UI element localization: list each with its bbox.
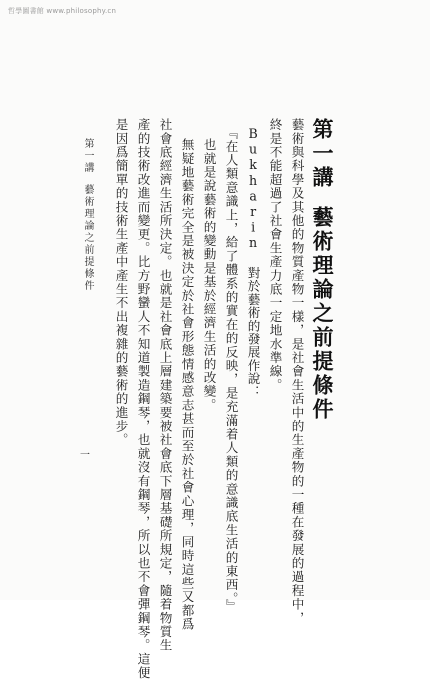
running-head bbox=[82, 138, 92, 292]
body-line-5: 也就是說藝術的變動是基於經濟生活的改變。 bbox=[201, 138, 217, 412]
body-line-7: 社會底經濟生活所決定。也就是社會底上層建築要被社會底下層基礎所規定，隨着物質生 bbox=[157, 118, 173, 653]
chapter-heading bbox=[312, 118, 333, 422]
body-line-9: 是因爲簡單的技術生產中產生不出複雜的藝術的進步。 bbox=[113, 118, 129, 447]
body-line-8: 產的技術改進而變更。比方野蠻人不知道製造鋼琴，也就沒有鋼琴，所以也不會彈鋼琴。這便 bbox=[135, 118, 151, 680]
body-line-6: 無疑地藝術完全是被決定於社會形態情感意志甚而至於社會心理，同時這些又都爲 bbox=[179, 138, 195, 632]
watermark-text: 哲學圖書館 www.philosophy.cn bbox=[8, 7, 117, 15]
page-number: 一 bbox=[80, 450, 90, 461]
body-line-3: Bukharin 對於藝術的發展作說： bbox=[245, 126, 261, 399]
chapter-number: 第一講 bbox=[310, 118, 335, 190]
body-line-1: 藝術與科學及其他的物質產物一樣，是社會生活中的生產物的一種在發展的過程中， bbox=[289, 118, 305, 625]
body-line-4: 『在人類意識上，給了體系的實在的反映，是充滿着人類的意識底生活的東西。』 bbox=[223, 126, 239, 613]
running-head-title: 藝術理論之前提條件 bbox=[82, 184, 93, 292]
running-head-chapter: 第一講 bbox=[82, 138, 93, 174]
body-line-2: 終是不能超過了社會生產力底一定地水準線。 bbox=[267, 118, 283, 392]
chapter-title: 藝術理論之前提條件 bbox=[310, 206, 335, 422]
